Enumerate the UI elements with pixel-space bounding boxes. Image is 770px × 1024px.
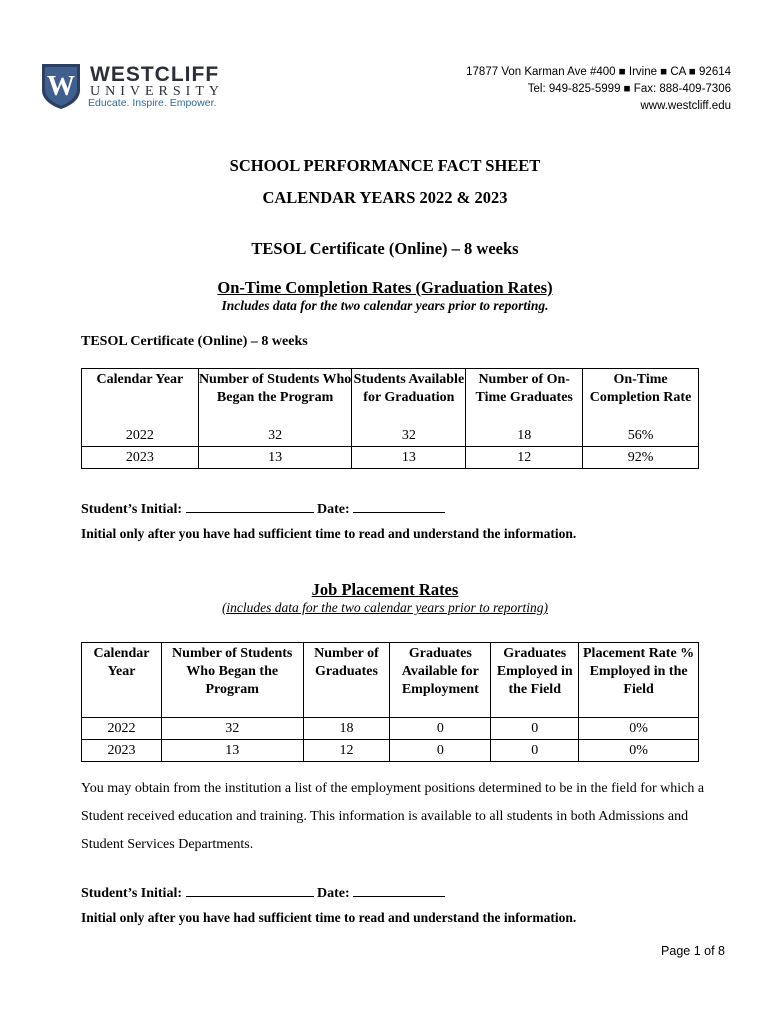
- table-cell: 18: [466, 425, 583, 447]
- table-header-cell: Calendar Year: [82, 643, 162, 718]
- table-cell: 32: [198, 425, 352, 447]
- date-label: Date:: [317, 502, 350, 517]
- table-row: [82, 425, 699, 447]
- table-cell: 0: [390, 718, 491, 740]
- table-cell: 2022: [82, 425, 199, 447]
- web-line[interactable]: www.westcliff.edu: [640, 100, 731, 112]
- logo-tagline: Educate. Inspire. Empower.: [88, 97, 217, 109]
- table-header-cell: Graduates Available for Employment: [390, 643, 491, 718]
- table-header-cell: Students Available for Graduation: [352, 369, 466, 426]
- table-header-cell: Placement Rate % Employed in the Field: [579, 643, 699, 718]
- table-header-cell: Calendar Year: [82, 369, 199, 426]
- table-cell: 0: [491, 740, 579, 762]
- address-line: 17877 Von Karman Ave #400 ■ Irvine ■ CA ■ 92614: [466, 66, 731, 78]
- table-header-cell: Number of Students Who Began the Program: [161, 643, 303, 718]
- table-cell: 0: [491, 718, 579, 740]
- table-row: [82, 447, 699, 469]
- table-row: [82, 718, 699, 740]
- table-header-row: [82, 643, 699, 718]
- date-blank[interactable]: [353, 884, 445, 897]
- completion-subheading: Includes data for the two calendar years prior to reporting.: [221, 298, 549, 313]
- date-blank[interactable]: [353, 500, 445, 513]
- shield-letter: W: [47, 71, 75, 102]
- table-cell: 2022: [82, 718, 162, 740]
- table-cell: 13: [198, 447, 352, 469]
- table-header-cell: Number of Students Who Began the Program: [198, 369, 352, 426]
- signature-line: [81, 884, 445, 902]
- initial-label: Student’s Initial:: [81, 886, 183, 901]
- date-label: Date:: [317, 886, 350, 901]
- page-number: Page 1 of 8: [661, 944, 725, 958]
- initial-blank[interactable]: [186, 500, 314, 513]
- completion-table: [81, 368, 699, 469]
- westcliff-logo: [40, 62, 230, 112]
- table-row: [82, 740, 699, 762]
- table-cell: 0: [390, 740, 491, 762]
- table-cell: 13: [161, 740, 303, 762]
- program-title: TESOL Certificate (Online) – 8 weeks: [251, 239, 519, 258]
- table-cell: 0%: [579, 718, 699, 740]
- completion-program-label: TESOL Certificate (Online) – 8 weeks: [81, 334, 308, 349]
- table-cell: 92%: [583, 447, 699, 469]
- table-cell: 13: [352, 447, 466, 469]
- document-years: CALENDAR YEARS 2022 & 2023: [262, 188, 508, 207]
- shield-icon: [40, 62, 82, 110]
- initial-blank[interactable]: [186, 884, 314, 897]
- table-header-cell: Number of On-Time Graduates: [466, 369, 583, 426]
- initial-note: Initial only after you have had sufficient time to read and understand the information.: [81, 910, 577, 925]
- completion-heading: On-Time Completion Rates (Graduation Rates): [217, 278, 553, 297]
- table-header-cell: Graduates Employed in the Field: [491, 643, 579, 718]
- placement-heading: Job Placement Rates: [311, 580, 459, 599]
- placement-table: [81, 642, 699, 762]
- table-cell: 56%: [583, 425, 699, 447]
- table-cell: 32: [352, 425, 466, 447]
- table-header-cell: Number of Graduates: [303, 643, 390, 718]
- document-title: SCHOOL PERFORMANCE FACT SHEET: [229, 156, 541, 175]
- table-cell: 18: [303, 718, 390, 740]
- table-cell: 32: [161, 718, 303, 740]
- table-cell: 0%: [579, 740, 699, 762]
- table-header-cell: On-Time Completion Rate: [583, 369, 699, 426]
- initial-note: Initial only after you have had sufficient time to read and understand the information.: [81, 526, 577, 541]
- placement-subheading: (includes data for the two calendar years prior to reporting): [221, 600, 549, 615]
- signature-line: [81, 500, 445, 518]
- contact-block: [466, 64, 731, 115]
- initial-label: Student’s Initial:: [81, 502, 183, 517]
- table-cell: 2023: [82, 740, 162, 762]
- table-cell: 2023: [82, 447, 199, 469]
- table-cell: 12: [303, 740, 390, 762]
- logo-sub: UNIVERSITY: [90, 84, 224, 99]
- table-header-row: [82, 369, 699, 426]
- placement-paragraph: You may obtain from the institution a list of the employment positions determined to be in the field for which a Student received education and training. This information is available to all students in both Admissions and Student Services Departments.: [81, 781, 705, 852]
- table-cell: 12: [466, 447, 583, 469]
- logo-name: WESTCLIFF: [90, 63, 220, 86]
- phone-line: Tel: 949-825-5999 ■ Fax: 888-409-7306: [527, 83, 731, 95]
